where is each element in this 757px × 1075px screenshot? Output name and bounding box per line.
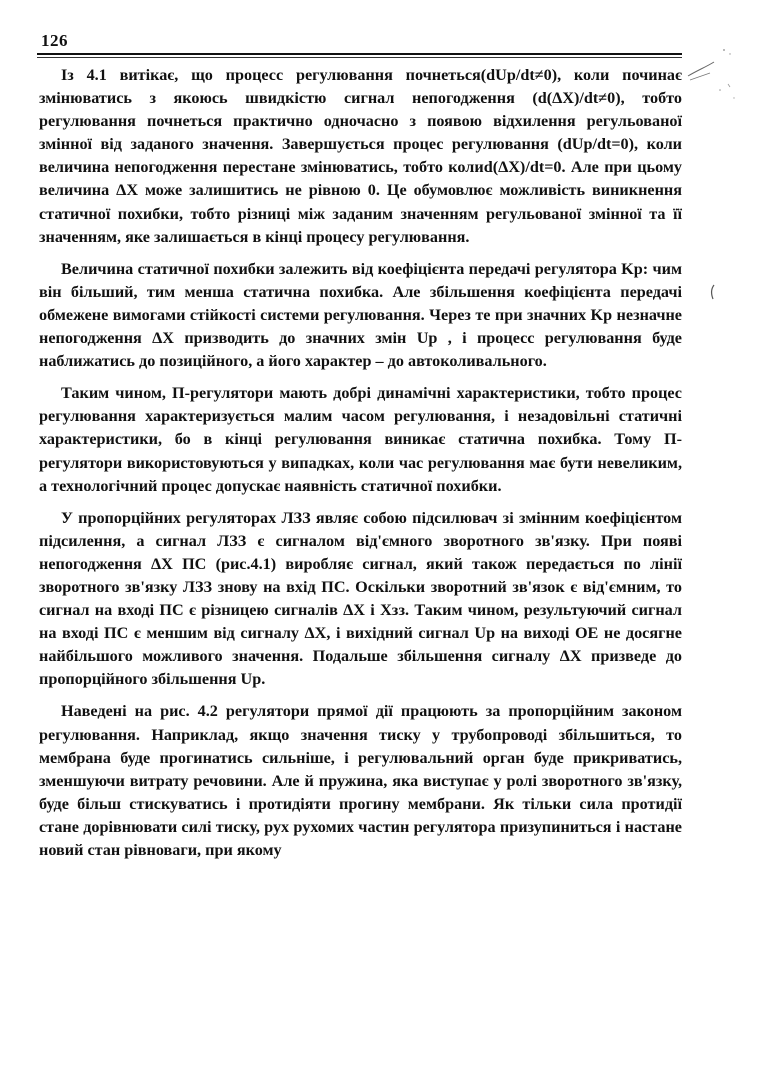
margin-mark <box>708 284 718 300</box>
paragraph: Таким чином, П-регулятори мають добрі динамічні характеристики, тобто процес регулювання характеризується малим часом регулювання, і незадовільні статичні характеристики, бо в кінці регулювання виникає статична похибка. Тому П-регулятори використовуються у випадках, коли час регулювання має бути невеликим, а технологічний процес допускає наявність статичної похибки. <box>39 384 682 495</box>
pencil-scribble-mark <box>684 40 744 130</box>
paragraph: У пропорційних регуляторах ЛЗЗ являє собою підсилювач зі змінним коефіцієнтом підсилення, а сигнал ЛЗЗ є сигналом від'ємного зворотного зв'язку. При появі непогодження ΔX ПС (рис.4.1) виробляє сигнал, який також передається по лінії зворотного зв'язку ЛЗЗ знову на вхід ПС. Оскільки зворотний зв'язок є від'ємним, то сигнал на вході ПС є різницею сигналів ΔX і Xзз. Таким чином, результуючий сигнал на вході ПС є меншим від сигналу ΔX, і вихідний сигнал Uр на виході ОЕ не досягне найбільшого можливого значення. Подальше збільшення сигналу ΔX призведе до пропорційного збільшення Uр. <box>39 508 682 689</box>
page-number: 126 <box>41 31 68 50</box>
header-rule-thin <box>37 57 682 58</box>
paragraph: Із 4.1 витікає, що процесс регулювання почнеться(dUр/dt≠0), коли починає змінюватись з якоюсь швидкістю сигнал непогодження (d(ΔX)/dt≠0), тобто регулювання почнеться практично одночасно з появою відхилення регульованої змінної від заданого значення. Завершується процес регулювання (dUp/dt=0), коли величина непогодження перестане змінюватись, тобто колиd(ΔX)/dt=0. Але при цьому величина ΔX може залишитись не рівною 0. Це обумовлює можливість виникнення статичної похибки, тобто різниці між заданим значенням регульованої змінної та її значенням, яке залишається в кінці процесу регулювання. <box>39 66 682 246</box>
text-body <box>39 64 682 862</box>
paragraph: Наведені на рис. 4.2 регулятори прямої дії працюють за пропорційним законом регулювання. Наприклад, якщо значення тиску у трубопроводі збільшиться, то мембрана буде прогинатись сильніше, і регулювальний орган буде прикриватись, зменшуючи витрату речовини. Але й пружина, яка виступає у ролі зворотного зв'язку, буде більш стискуватись і протидіяти прогину мембрани. Як тільки сила протидії стане дорівнювати силі тиску, рух рухомих частин регулятора призупиниться і настане новий стан рівноваги, при якому <box>39 702 682 859</box>
paragraph: Величина статичної похибки залежить від коефіцієнта передачі регулятора Kр: чим він більший, тим менша статична похибка. Але збільшення коефіцієнта передачі обмежене вимогами стійкості системи регулювання. Через те при значних Kр незначне непогодження ΔX призводить до значних змін Uр , і процесс регулювання буде наближатись до позиційного, а його характер – до автоколивального. <box>39 259 682 371</box>
header-rule <box>37 53 682 55</box>
